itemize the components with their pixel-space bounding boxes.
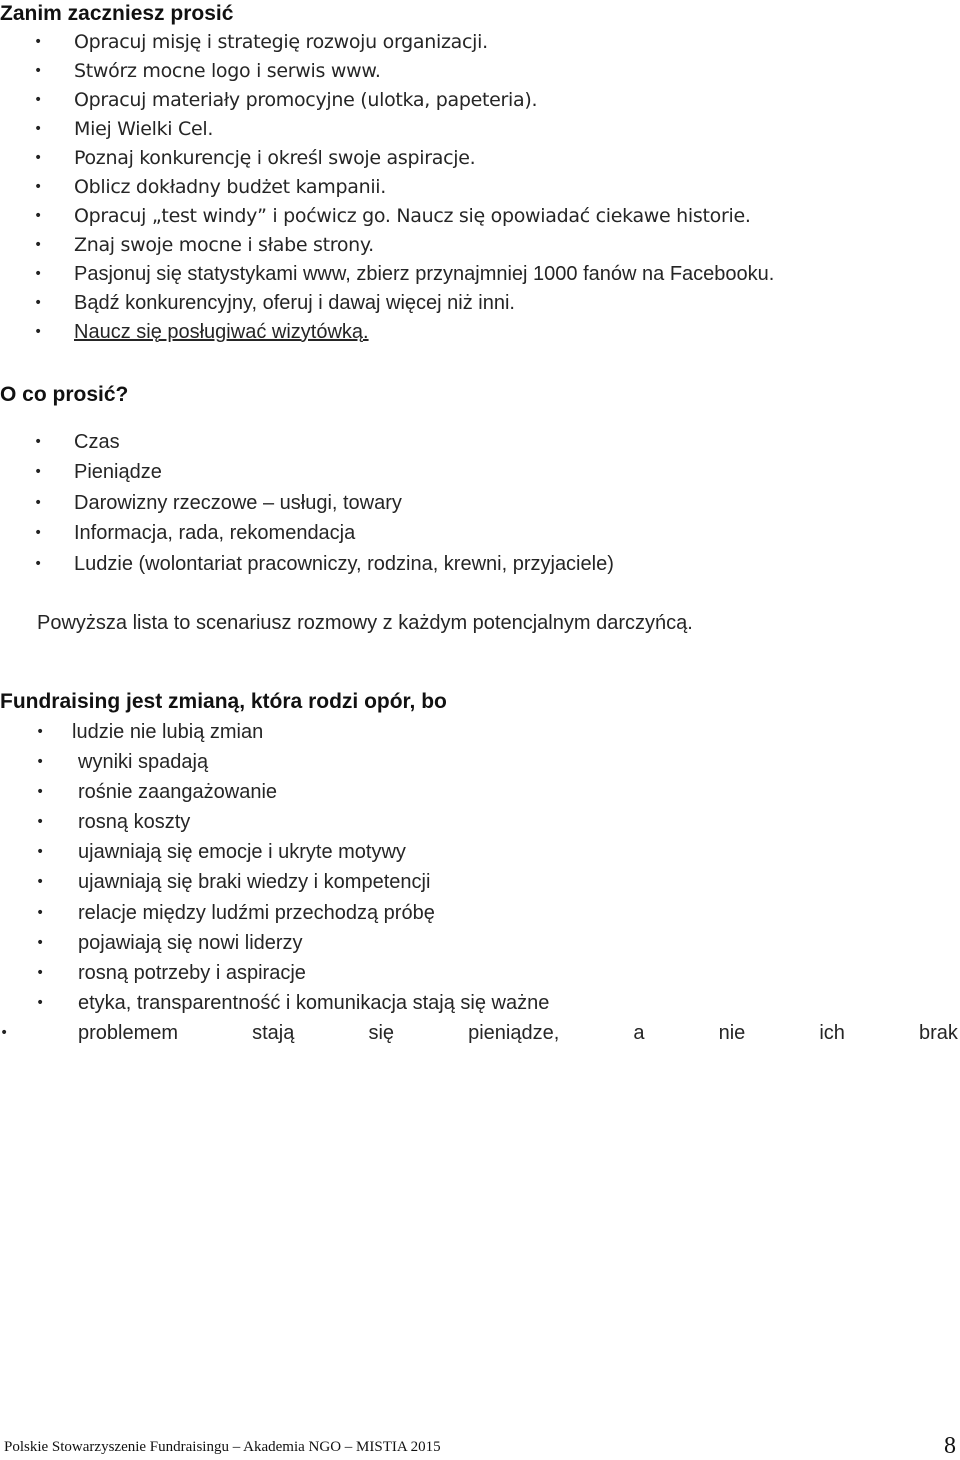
list-item: • pojawiają się nowi liderzy: [0, 928, 960, 958]
section-heading-ask: O co prosić?: [0, 383, 129, 406]
bullet-icon: •: [36, 934, 45, 951]
page-footer: [4, 1434, 960, 1460]
change-list: [0, 717, 960, 1048]
list-item: • Naucz się posługiwać wizytówką.: [0, 318, 960, 347]
page-number: 8: [944, 1433, 956, 1459]
bullet-icon: •: [34, 208, 42, 224]
list-item: • ludzie nie lubią zmian: [0, 717, 960, 747]
bullet-icon: •: [36, 964, 45, 981]
list-item: • Opracuj misję i strategię rozwoju organizacji.: [0, 28, 960, 57]
bullet-icon: •: [34, 324, 43, 340]
list-item: • Znaj swoje mocne i słabe strony.: [0, 231, 960, 260]
list-item: • etyka, transparentność i komunikacja stają się ważne: [0, 988, 960, 1018]
bullet-icon: •: [36, 754, 45, 771]
list-item: • Oblicz dokładny budżet kampanii.: [0, 173, 960, 202]
bullet-icon: •: [34, 150, 42, 166]
section-heading-change: Fundraising jest zmianą, która rodzi opór, bo: [0, 690, 447, 713]
list-item: • rosną potrzeby i aspiracje: [0, 958, 960, 988]
section-heading-prep: Zanim zaczniesz prosić: [0, 2, 234, 25]
bullet-icon: •: [36, 814, 45, 831]
bullet-icon: •: [34, 464, 43, 481]
list-item: • Informacja, rada, rekomendacja: [0, 518, 960, 548]
list-item: • Opracuj materiały promocyjne (ulotka, papeteria).: [0, 86, 960, 115]
bullet-icon: •: [34, 34, 42, 50]
list-item: • ujawniają się braki wiedzy i kompetencji: [0, 867, 960, 897]
bullet-icon: •: [34, 494, 43, 511]
bullet-icon: •: [34, 63, 42, 79]
bullet-icon: •: [36, 904, 45, 921]
bullet-icon: •: [34, 92, 42, 108]
bullet-icon: •: [36, 724, 45, 740]
bullet-icon: •: [36, 784, 45, 801]
list-item: • relacje między ludźmi przechodzą próbę: [0, 898, 960, 928]
justified-line: problemem stają się pieniądze, a nie ich brak: [78, 1021, 958, 1044]
footer-text: Polskie Stowarzyszenie Fundraisingu – Akademia NGO – MISTIA 2015: [4, 1439, 441, 1455]
list-item: • Ludzie (wolontariat pracowniczy, rodzina, krewni, przyjaciele): [0, 549, 960, 579]
bullet-icon: •: [36, 994, 45, 1011]
list-item: • Poznaj konkurencję i określ swoje aspiracje.: [0, 144, 960, 173]
list-item: • Pieniądze: [0, 457, 960, 487]
list-item: • Miej Wielki Cel.: [0, 115, 960, 144]
bullet-icon: •: [34, 525, 43, 542]
list-item: • Czas: [0, 427, 960, 457]
bullet-icon: •: [34, 121, 42, 137]
bullet-icon: •: [34, 295, 43, 311]
prep-list: [0, 28, 960, 347]
list-item: • Pasjonuj się statystykami www, zbierz przynajmniej 1000 fanów na Facebooku.: [0, 260, 960, 289]
ask-list: [0, 427, 960, 579]
list-item: [0, 1018, 960, 1048]
bullet-icon: •: [34, 179, 42, 195]
list-item: • Darowizny rzeczowe – usługi, towary: [0, 488, 960, 518]
list-item: • rosną koszty: [0, 807, 960, 837]
bullet-icon: •: [36, 874, 45, 891]
list-item: • Opracuj „test windy” i poćwicz go. Naucz się opowiadać ciekawe historie.: [0, 202, 960, 231]
bullet-icon: •: [34, 237, 42, 253]
list-item: • rośnie zaangażowanie: [0, 777, 960, 807]
list-item: • Bądź konkurencyjny, oferuj i dawaj więcej niż inni.: [0, 289, 960, 318]
list-item: • ujawniają się emocje i ukryte motywy: [0, 837, 960, 867]
list-item: • Stwórz mocne logo i serwis www.: [0, 57, 960, 86]
list-item: • wyniki spadają: [0, 747, 960, 777]
bullet-icon: •: [0, 1024, 9, 1041]
bullet-icon: •: [36, 844, 45, 861]
scenario-note: Powyższa lista to scenariusz rozmowy z każdym potencjalnym darczyńcą.: [37, 612, 693, 634]
bullet-icon: •: [34, 434, 43, 450]
bullet-icon: •: [34, 555, 43, 572]
bullet-icon: •: [34, 266, 43, 282]
